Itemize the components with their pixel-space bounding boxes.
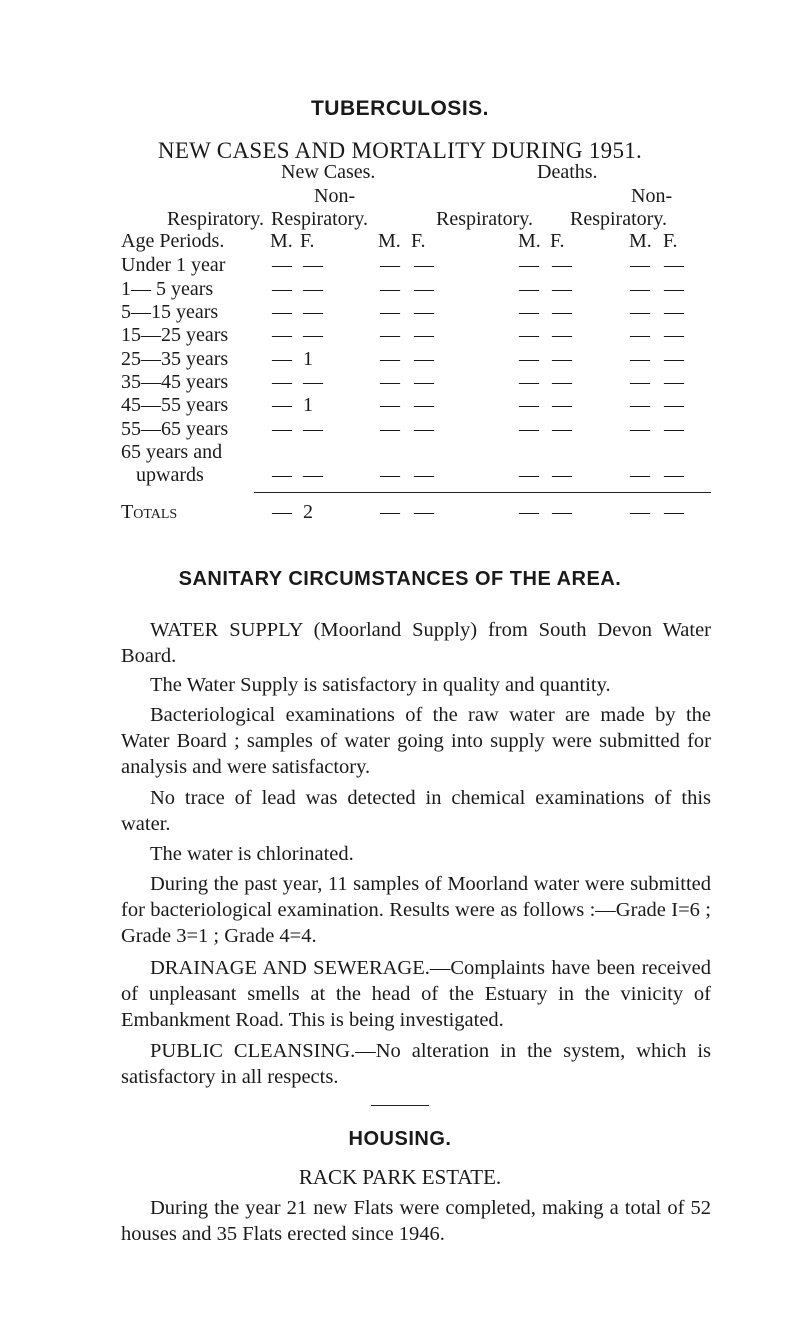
table-cell: — [272,254,292,276]
table-cell: — [552,324,572,346]
row-label: Under 1 year [121,254,226,276]
row-label: 45—55 years [121,394,229,416]
table-cell: — [519,418,539,440]
table-cell: — [552,371,572,393]
paragraph: No trace of lead was detected in chemical examinations of this water. [121,787,711,835]
non-respiratory-header-2: Respiratory. [570,208,668,230]
table-cell: — [519,278,539,300]
table-cell: — [303,418,323,440]
table-cell: — [630,371,650,393]
totals-label: Totals [121,501,178,523]
paragraph: WATER SUPPLY (Moorland Supply) from South Devon Water Board. [121,619,711,667]
paragraph: During the past year, 11 samples of Moorland water were submitted for bacteriological examination. Results were as follows :—Grade I=6 ; Grade 3=1 ; Grade 4=4. [121,873,711,947]
table-cell: — [664,278,684,300]
paragraph: The water is chlorinated. [150,843,354,865]
table-cell: 1 [303,394,313,416]
f-header-3: F. [550,230,565,252]
table-cell: — [552,254,572,276]
tuberculosis-title: TUBERCULOSIS. [310,97,489,120]
table-cell: — [552,348,572,370]
table-cell: — [630,254,650,276]
totals-rule [254,492,711,493]
row-label: 25—35 years [121,348,229,370]
totals-cell: — [380,501,400,523]
respiratory-header-2: Respiratory. [436,208,534,230]
table-cell: — [414,278,434,300]
table-cell: 1 [303,348,313,370]
table-cell: — [519,348,539,370]
table-cell: — [630,301,650,323]
paragraph: The Water Supply is satisfactory in quality and quantity. [150,674,611,696]
table-cell: — [630,394,650,416]
table-cell: — [664,418,684,440]
table-cell: — [414,394,434,416]
table-cell: — [414,254,434,276]
m-header-3: M. [518,230,541,252]
table-cell: — [380,418,400,440]
table-cell: — [380,324,400,346]
table-cell: — [630,464,650,486]
totals-cell: — [414,501,434,523]
table-cell: — [414,348,434,370]
table-cell: — [380,301,400,323]
table-cell: — [664,348,684,370]
table-cell: — [552,394,572,416]
f-header-2: F. [411,230,426,252]
table-cell: — [552,301,572,323]
table-cell: — [303,371,323,393]
new-cases-header: New Cases. [281,161,376,183]
row-label: 5—15 years [121,301,219,323]
table-cell: — [303,324,323,346]
row-label: 65 years and [121,441,223,463]
deaths-header: Deaths. [537,161,598,183]
table-cell: — [380,254,400,276]
table-cell: — [630,278,650,300]
table-cell: — [519,464,539,486]
totals-cell: — [630,501,650,523]
table-cell: — [630,348,650,370]
table-cell: — [414,301,434,323]
paragraph: DRAINAGE AND SEWERAGE.—Complaints have been received of unpleasant smells at the head of the Estuary in the vinicity of Embankment Road. This is being investigated. [121,957,711,1031]
table-subtitle: NEW CASES AND MORTALITY DURING 1951. [157,138,643,163]
table-cell: — [414,324,434,346]
table-cell: — [380,371,400,393]
table-cell: — [552,464,572,486]
table-cell: — [664,394,684,416]
table-cell: — [272,464,292,486]
respiratory-header-1: Respiratory. [166,208,264,230]
m-header-4: M. [629,230,652,252]
row-label: 35—45 years [121,371,229,393]
table-cell: — [630,418,650,440]
table-cell: — [272,348,292,370]
paragraph: Bacteriological examinations of the raw water are made by the Water Board ; samples of water going into supply were submitted for analysis and were satisfactory. [121,704,711,778]
paragraph: During the year 21 new Flats were completed, making a total of 52 houses and 35 Flats erected since 1946. [121,1197,711,1245]
table-cell: — [552,278,572,300]
table-cell: — [272,301,292,323]
table-cell: — [519,324,539,346]
totals-cell: — [272,501,292,523]
m-header-1: M. [270,230,293,252]
table-cell: — [303,464,323,486]
table-cell: — [303,254,323,276]
sanitary-heading: SANITARY CIRCUMSTANCES OF THE AREA. [178,568,622,590]
table-cell: — [272,278,292,300]
totals-cell: 2 [303,501,313,523]
age-periods-header: Age Periods. [121,230,225,252]
table-cell: — [272,394,292,416]
table-cell: — [380,278,400,300]
table-cell: — [380,394,400,416]
housing-subheading: RACK PARK ESTATE. [298,1165,502,1189]
table-cell: — [664,464,684,486]
non-label-2: Non- [631,185,673,207]
totals-cell: — [552,501,572,523]
table-cell: — [303,278,323,300]
paragraph: PUBLIC CLEANSING.—No alteration in the system, which is satisfactory in all respects. [121,1040,711,1088]
row-label-continued: upwards [136,464,204,486]
non-label-1: Non- [314,185,356,207]
table-cell: — [380,464,400,486]
table-cell: — [519,371,539,393]
table-cell: — [380,348,400,370]
table-cell: — [272,371,292,393]
f-header-1: F. [300,230,315,252]
row-label: 55—65 years [121,418,229,440]
totals-cell: — [664,501,684,523]
table-cell: — [630,324,650,346]
table-cell: — [519,394,539,416]
table-cell: — [414,464,434,486]
f-header-4: F. [663,230,678,252]
table-cell: — [272,418,292,440]
table-cell: — [303,301,323,323]
table-cell: — [664,254,684,276]
table-cell: — [664,301,684,323]
m-header-2: M. [378,230,401,252]
row-label: 15—25 years [121,324,229,346]
table-cell: — [664,324,684,346]
row-label: 1— 5 years [121,278,214,300]
section-divider [371,1105,429,1106]
non-respiratory-header-1: Respiratory. [271,208,369,230]
table-cell: — [519,301,539,323]
table-cell: — [519,254,539,276]
table-cell: — [414,418,434,440]
table-cell: — [552,418,572,440]
table-cell: — [414,371,434,393]
table-cell: — [272,324,292,346]
totals-cell: — [519,501,539,523]
table-cell: — [664,371,684,393]
housing-heading: HOUSING. [348,1128,452,1150]
